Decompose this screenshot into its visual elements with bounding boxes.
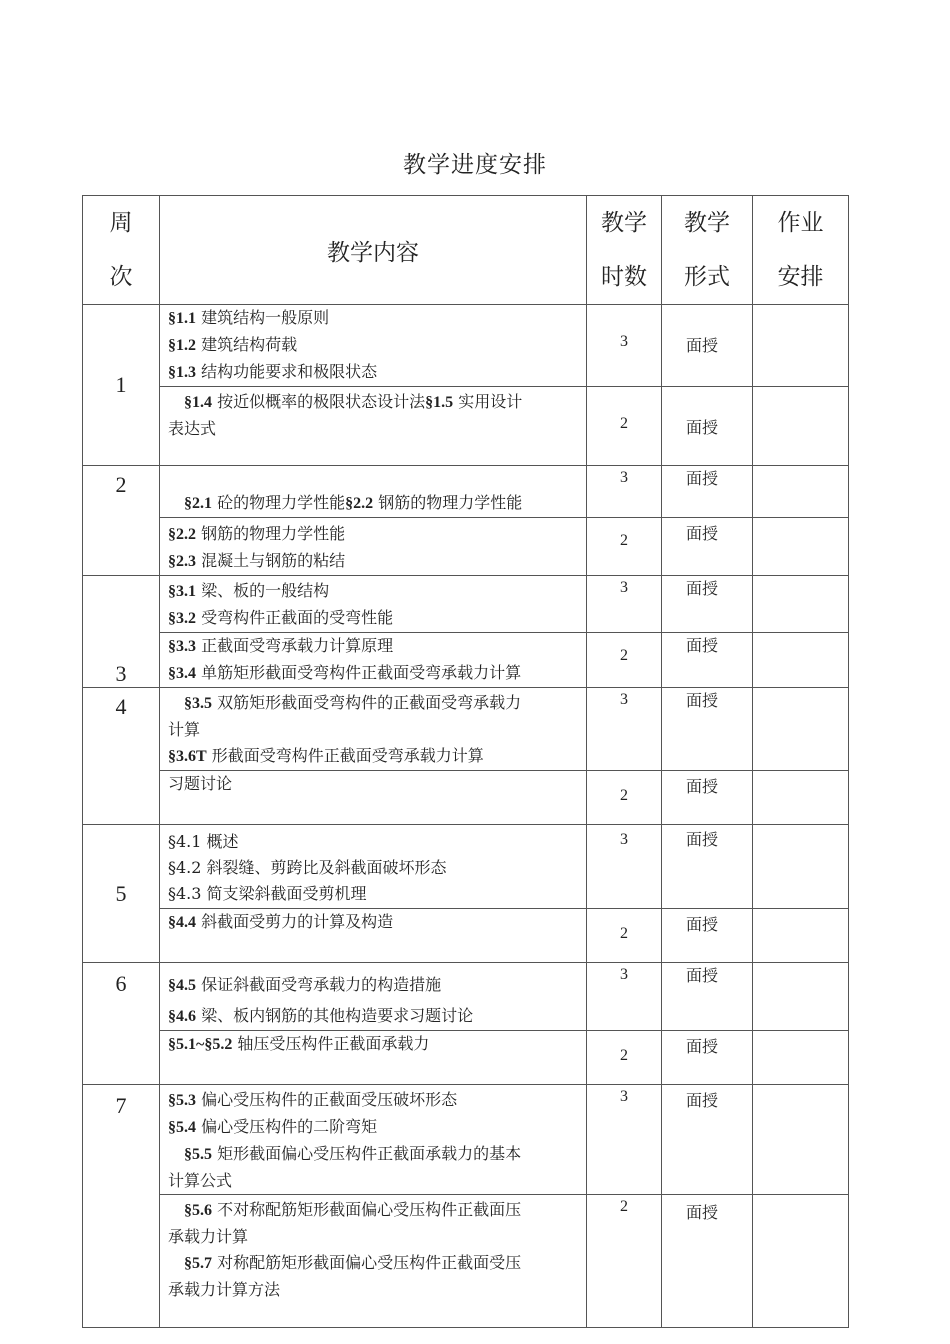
content-cell: §2.1 砼的物理力学性能§2.2 钢筋的物理力学性能 [160,466,587,518]
table-row [83,1031,849,1085]
homework-cell [753,1195,849,1328]
hours-cell: 2 [587,1031,662,1085]
table-header-row [83,196,849,305]
hours-cell: 2 [587,1195,662,1328]
homework-cell [753,633,849,688]
content-cell: §5.1~§5.2 轴压受压构件正截面承载力 [160,1031,587,1085]
header-hours: 教学 时数 [587,196,662,305]
hours-cell: 2 [587,387,662,466]
table-row [83,576,849,633]
table-row [83,466,849,518]
content-cell: §2.2 钢筋的物理力学性能 §2.3 混凝土与钢筋的粘结 [160,518,587,576]
content-cell: §4.4 斜截面受剪力的计算及构造 [160,909,587,963]
homework-cell [753,963,849,1031]
content-cell: §4.5 保证斜截面受弯承载力的构造措施 §4.6 梁、板内钢筋的其他构造要求习题讨论 [160,963,587,1031]
week-number: 1 [83,305,160,466]
content-cell: §3.1 梁、板的一般结构 §3.2 受弯构件正截面的受弯性能 [160,576,587,633]
table-row [83,688,849,771]
hours-cell: 3 [587,963,662,1031]
hours-cell: 2 [587,633,662,688]
hours-cell: 3 [587,825,662,909]
week-number: 4 [83,688,160,825]
page-title: 教学进度安排 [403,152,547,178]
form-cell: 面授 [662,1195,753,1328]
form-cell: 面授 [662,825,753,909]
form-cell: 面授 [662,387,753,466]
form-cell: 面授 [662,963,753,1031]
homework-cell [753,909,849,963]
table-row [83,633,849,688]
table-row [83,909,849,963]
table-row [83,771,849,825]
table-row [83,387,849,466]
form-cell: 面授 [662,771,753,825]
form-cell: 面授 [662,633,753,688]
header-week: 周 次 [83,196,160,305]
hours-cell: 2 [587,518,662,576]
content-cell: 习题讨论 [160,771,587,825]
week-number: 3 [83,576,160,688]
hours-cell: 3 [587,688,662,771]
content-cell: §4.1 概述 §4.2 斜裂缝、剪跨比及斜截面破坏形态 §4.3 简支梁斜截面受剪机理 [160,825,587,909]
form-cell: 面授 [662,518,753,576]
table-row [83,518,849,576]
homework-cell [753,387,849,466]
week-number: 2 [83,466,160,576]
header-form: 教学 形式 [662,196,753,305]
homework-cell [753,1085,849,1195]
content-cell: §5.6 不对称配筋矩形截面偏心受压构件正截面压 承载力计算 §5.7 对称配筋矩形截面偏心受压构件正截面受压 承载力计算方法 [160,1195,587,1328]
week-number: 5 [83,825,160,963]
content-cell: §3.3 正截面受弯承载力计算原理 §3.4 单筋矩形截面受弯构件正截面受弯承载力计算 [160,633,587,688]
content-cell: §5.3 偏心受压构件的正截面受压破坏形态 §5.4 偏心受压构件的二阶弯矩 §5.5 矩形截面偏心受压构件正截面承载力的基本 计算公式 [160,1085,587,1195]
homework-cell [753,1031,849,1085]
hours-cell: 3 [587,1085,662,1195]
hours-cell: 3 [587,576,662,633]
homework-cell [753,688,849,771]
content-cell: §1.1 建筑结构一般原则 §1.2 建筑结构荷载 §1.3 结构功能要求和极限状态 [160,305,587,387]
content-cell: §3.5 双筋矩形截面受弯构件的正截面受弯承载力 计算 §3.6T 形截面受弯构件正截面受弯承载力计算 [160,688,587,771]
homework-cell [753,825,849,909]
homework-cell [753,518,849,576]
header-homework: 作业 安排 [753,196,849,305]
content-cell: §1.4 按近似概率的极限状态设计法§1.5 实用设计 表达式 [160,387,587,466]
table-row [83,963,849,1031]
form-cell: 面授 [662,909,753,963]
week-number: 7 [83,1085,160,1328]
table-row [83,305,849,387]
form-cell: 面授 [662,305,753,387]
homework-cell [753,576,849,633]
homework-cell [753,466,849,518]
homework-cell [753,305,849,387]
week-number: 6 [83,963,160,1085]
schedule-table [82,195,849,1328]
form-cell: 面授 [662,466,753,518]
table-row [83,1195,849,1328]
hours-cell: 3 [587,466,662,518]
homework-cell [753,771,849,825]
form-cell: 面授 [662,688,753,771]
hours-cell: 2 [587,771,662,825]
form-cell: 面授 [662,1085,753,1195]
header-content: 教学内容 [160,196,587,305]
hours-cell: 2 [587,909,662,963]
form-cell: 面授 [662,576,753,633]
table-row [83,1085,849,1195]
hours-cell: 3 [587,305,662,387]
table-row [83,825,849,909]
form-cell: 面授 [662,1031,753,1085]
